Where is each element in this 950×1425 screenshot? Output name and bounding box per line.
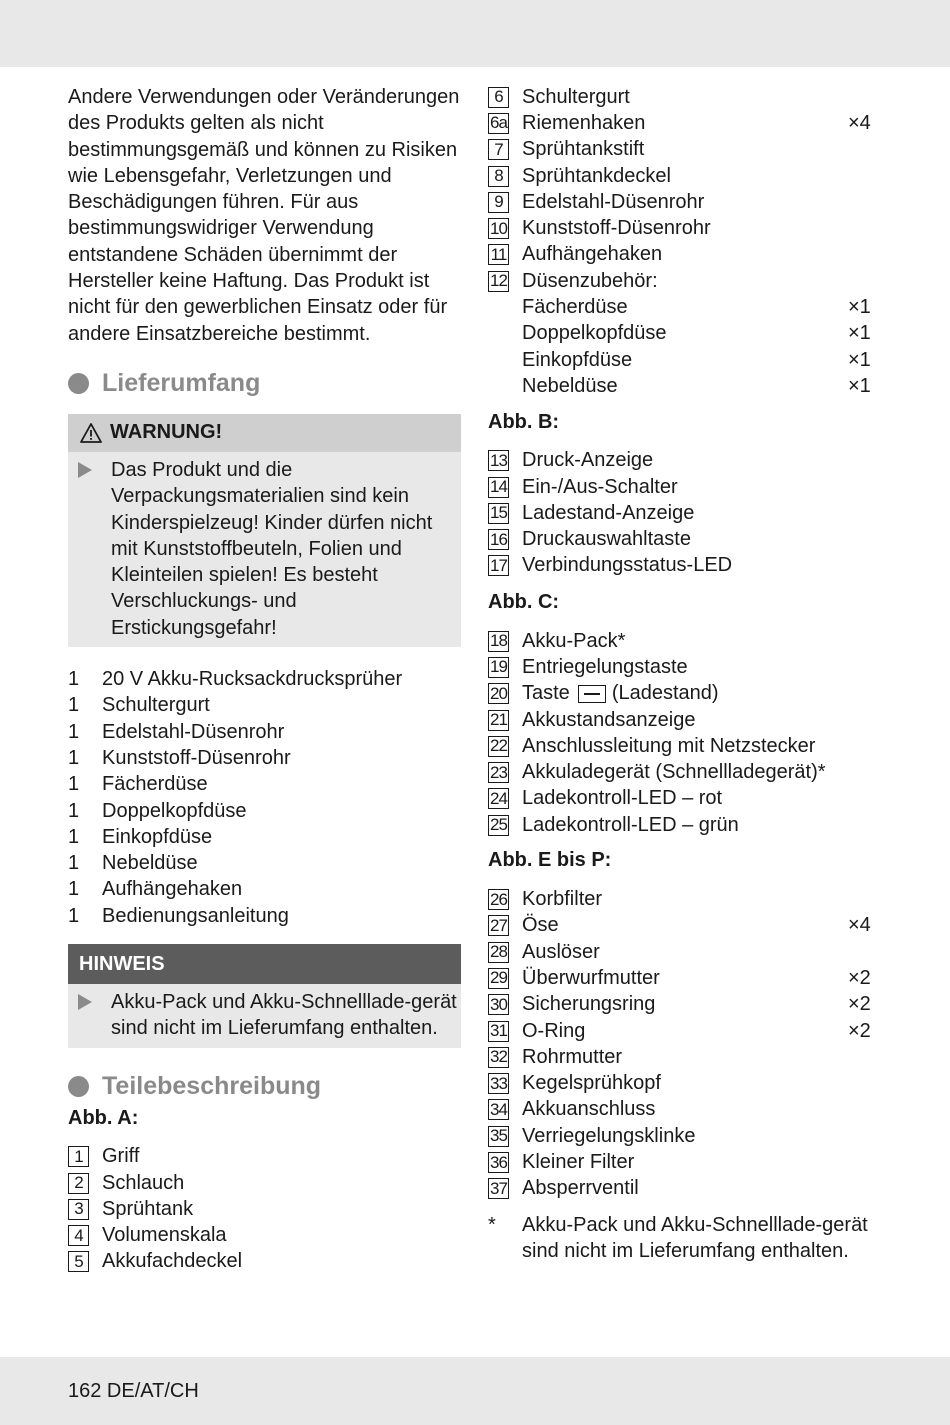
figure-a-label: Abb. A: xyxy=(68,1106,139,1129)
part-number-box: 16 xyxy=(488,529,509,550)
part-label: Akkuanschluss xyxy=(522,1098,656,1121)
part-label: Sprühtankdeckel xyxy=(522,164,671,187)
item-name: Fächerdüse xyxy=(102,773,208,796)
part-label: Schlauch xyxy=(102,1171,185,1194)
part-multiplier: ×2 xyxy=(848,966,871,989)
hint-body xyxy=(68,984,461,1048)
part-label: Verriegelungsklinke xyxy=(522,1124,696,1147)
item-name: Bedienungsanleitung xyxy=(102,904,289,927)
part-row xyxy=(488,137,888,163)
part-number-box: 19 xyxy=(488,657,509,678)
item-name: Schultergurt xyxy=(102,694,210,717)
intro-paragraph: Andere Verwendungen oder Veränderungen des Produkts gelten als nicht bestimmungsgemäß und können zu Risiken wie Lebensgefahr, Verletzungen und Beschädigungen führen. Für aus bestimmungswidriger Verwendung entstandene Schäden übernimmt der Hersteller keine Haftung. Das Produkt ist nicht für den gewerblichen Einsatz oder für andere Einsatzbereiche bestimmt. xyxy=(68,86,460,345)
part-row xyxy=(68,1249,461,1275)
nozzle-multiplier: ×1 xyxy=(848,374,871,397)
list-item xyxy=(68,850,461,876)
nozzle-multiplier: ×1 xyxy=(848,348,871,371)
warning-text: Das Produkt und die Verpackungsmaterialien sind kein Kinderspielzeug! Kinder dürfen nicht mit Kunststoffbeuteln, Folien und Kleinteilen spielen! Es besteht Verschluckungs- und Erstickungsgefahr! xyxy=(111,458,433,639)
item-quantity: 1 xyxy=(68,773,80,796)
part-label: Akkustandsanzeige xyxy=(522,708,696,731)
part-label: Sprühtankstift xyxy=(522,138,645,161)
part-number-box: 20 xyxy=(488,683,509,704)
part-row xyxy=(488,1071,888,1097)
part-number-box: 11 xyxy=(488,244,509,265)
part-number-box: 5 xyxy=(68,1251,89,1272)
part-label: Kunststoff-Düsenrohr xyxy=(522,217,711,240)
list-item xyxy=(68,771,461,797)
part-number-box: 13 xyxy=(488,450,509,471)
warning-title: WARNUNG! xyxy=(110,421,223,444)
footnote xyxy=(488,1212,888,1265)
top-bar xyxy=(0,0,950,67)
part-label: Anschlussleitung mit Netzstecker xyxy=(522,734,816,757)
hint-text: Akku-Pack und Akku-Schnelllade-gerät sind nicht im Lieferumfang enthalten. xyxy=(111,991,457,1040)
item-quantity: 1 xyxy=(68,799,80,822)
part-row xyxy=(488,913,888,939)
warning-triangle-icon xyxy=(80,423,102,443)
part-label: Akkuladegerät (Schnellladegerät)* xyxy=(522,761,826,784)
item-quantity: 1 xyxy=(68,852,80,875)
part-number-box: 32 xyxy=(488,1047,509,1068)
part-label: Düsenzubehör: xyxy=(522,269,658,292)
part-number-box: 24 xyxy=(488,788,509,809)
part-label: Rohrmutter xyxy=(522,1045,623,1068)
part-row xyxy=(68,1170,461,1196)
item-name: 20 V Akku-Rucksackdrucksprüher xyxy=(102,668,403,691)
part-label: Griff xyxy=(102,1145,140,1168)
part-number-box: 26 xyxy=(488,889,509,910)
part-label: Sprühtank xyxy=(102,1197,194,1220)
nozzle-row xyxy=(488,347,888,373)
part-label: Kleiner Filter xyxy=(522,1151,635,1174)
part-number-box: 14 xyxy=(488,477,509,498)
right-column xyxy=(488,84,888,1265)
warning-header xyxy=(68,414,461,452)
part-row xyxy=(68,1196,461,1222)
part-number-box: 12 xyxy=(488,271,509,292)
left-column xyxy=(68,84,461,1275)
part-label: Verbindungsstatus-LED xyxy=(522,554,733,577)
part-number-box: 37 xyxy=(488,1178,509,1199)
scope-list xyxy=(68,666,461,929)
part-row xyxy=(488,992,888,1018)
section-title: Teilebeschreibung xyxy=(102,1071,322,1100)
nozzle-list xyxy=(488,294,888,399)
item-name: Nebeldüse xyxy=(102,852,198,875)
nozzle-row xyxy=(488,294,888,320)
part-label: Volumenskala xyxy=(102,1224,227,1247)
part-row xyxy=(488,786,888,812)
item-name: Edelstahl-Düsenrohr xyxy=(102,720,285,743)
footnote-text: Akku-Pack und Akku-Schnelllade-gerät sind nicht im Lieferumfang enthalten. xyxy=(522,1213,868,1263)
part-label: Ladekontroll-LED – rot xyxy=(522,787,723,810)
parts-list-a-left xyxy=(68,1144,461,1275)
part-row xyxy=(488,189,888,215)
part-number-box: 23 xyxy=(488,762,509,783)
part-number-box: 6a xyxy=(488,113,509,134)
part-number-box: 1 xyxy=(68,1146,89,1167)
part-row xyxy=(488,628,888,654)
figure-c-label: Abb. C: xyxy=(488,591,560,614)
part-row xyxy=(488,242,888,268)
list-item xyxy=(68,876,461,902)
hint-box xyxy=(68,944,461,1048)
part-number-box: 25 xyxy=(488,815,509,836)
part-number-box: 18 xyxy=(488,631,509,652)
part-number-box: 21 xyxy=(488,710,509,731)
part-number-box: 3 xyxy=(68,1199,89,1220)
item-quantity: 1 xyxy=(68,904,80,927)
list-item xyxy=(68,745,461,771)
part-row xyxy=(68,1144,461,1170)
list-item xyxy=(68,798,461,824)
part-label: Akkufachdeckel xyxy=(102,1250,243,1273)
part-row xyxy=(488,110,888,136)
part-label: Taste (Ladestand) xyxy=(522,682,719,705)
part-label: Druck-Anzeige xyxy=(522,449,654,472)
part-row xyxy=(488,553,888,579)
nozzle-label: Doppelkopfdüse xyxy=(522,322,667,345)
figure-e-label: Abb. E bis P: xyxy=(488,849,612,872)
item-name: Kunststoff-Düsenrohr xyxy=(102,746,291,769)
part-label: Ladestand-Anzeige xyxy=(522,501,695,524)
part-number-box: 15 xyxy=(488,503,509,524)
part-number-box: 9 xyxy=(488,192,509,213)
list-item xyxy=(68,903,461,929)
part-row xyxy=(488,707,888,733)
part-row xyxy=(488,526,888,552)
part-label: Schultergurt xyxy=(522,85,630,108)
list-item xyxy=(68,692,461,718)
part-label: Überwurfmutter xyxy=(522,966,660,989)
item-name: Aufhängehaken xyxy=(102,878,243,901)
item-quantity: 1 xyxy=(68,878,80,901)
part-row xyxy=(488,1044,888,1070)
part-label: Ladekontroll-LED – grün xyxy=(522,813,739,836)
part-row xyxy=(488,1149,888,1175)
item-name: Doppelkopfdüse xyxy=(102,799,247,822)
part-number-box: 33 xyxy=(488,1073,509,1094)
part-number-box: 7 xyxy=(488,139,509,160)
part-label: Akku-Pack* xyxy=(522,629,626,652)
section-title: Lieferumfang xyxy=(102,368,261,397)
part-label: Kegelsprühkopf xyxy=(522,1072,661,1095)
nozzle-label: Einkopfdüse xyxy=(522,348,633,371)
part-row xyxy=(488,163,888,189)
part-row xyxy=(488,886,888,912)
part-multiplier: ×2 xyxy=(848,993,871,1016)
part-number-box: 36 xyxy=(488,1152,509,1173)
parts-list-c xyxy=(488,628,888,838)
list-item xyxy=(68,719,461,745)
part-label: Sicherungsring xyxy=(522,993,656,1016)
list-item xyxy=(68,824,461,850)
part-row xyxy=(488,1123,888,1149)
part-multiplier: ×2 xyxy=(848,1019,871,1042)
part-number-box: 30 xyxy=(488,994,509,1015)
part-row xyxy=(488,268,888,294)
part-number-box: 31 xyxy=(488,1021,509,1042)
part-multiplier: ×4 xyxy=(848,111,871,134)
part-row xyxy=(488,215,888,241)
page-footer: 162 DE/AT/CH xyxy=(68,1380,199,1402)
nozzle-multiplier: ×1 xyxy=(848,322,871,345)
footnote-mark: * xyxy=(488,1213,496,1236)
part-row xyxy=(488,760,888,786)
part-label: Riemenhaken xyxy=(522,111,646,134)
part-label: O-Ring xyxy=(522,1019,586,1042)
nozzle-label: Nebeldüse xyxy=(522,374,618,397)
charge-key-icon xyxy=(578,685,606,703)
nozzle-multiplier: ×1 xyxy=(848,296,871,319)
section-heading-lieferumfang xyxy=(68,369,461,398)
part-label: Absperrventil xyxy=(522,1177,639,1200)
item-quantity: 1 xyxy=(68,746,80,769)
part-label: Korbfilter xyxy=(522,888,603,911)
part-row xyxy=(488,1097,888,1123)
bullet-dot-icon xyxy=(68,1076,89,1097)
part-row xyxy=(488,1018,888,1044)
nozzle-label: Fächerdüse xyxy=(522,296,628,319)
part-label: Aufhängehaken xyxy=(522,243,663,266)
list-item xyxy=(68,666,461,692)
part-row xyxy=(488,500,888,526)
part-number-box: 22 xyxy=(488,736,509,757)
section-heading-teilebeschreibung xyxy=(68,1072,461,1101)
part-label: Druckauswahltaste xyxy=(522,528,691,551)
part-number-box: 10 xyxy=(488,218,509,239)
part-number-box: 27 xyxy=(488,915,509,936)
part-row xyxy=(488,84,888,110)
part-number-box: 2 xyxy=(68,1173,89,1194)
part-number-box: 28 xyxy=(488,942,509,963)
part-label: Entriegelungstaste xyxy=(522,655,688,678)
nozzle-row xyxy=(488,373,888,399)
part-number-box: 6 xyxy=(488,87,509,108)
part-number-box: 4 xyxy=(68,1225,89,1246)
hint-header: HINWEIS xyxy=(68,944,461,984)
arrow-bullet-icon xyxy=(78,994,92,1010)
arrow-bullet-icon xyxy=(78,462,92,478)
part-label: Ein-/Aus-Schalter xyxy=(522,475,678,498)
part-number-box: 8 xyxy=(488,166,509,187)
bullet-dot-icon xyxy=(68,373,89,394)
parts-list-b xyxy=(488,448,888,579)
part-row xyxy=(488,474,888,500)
part-number-box: 35 xyxy=(488,1126,509,1147)
part-number-box: 17 xyxy=(488,555,509,576)
figure-b-label: Abb. B: xyxy=(488,410,560,433)
item-quantity: 1 xyxy=(68,668,80,691)
part-row xyxy=(68,1223,461,1249)
item-name: Einkopfdüse xyxy=(102,825,213,848)
item-quantity: 1 xyxy=(68,825,80,848)
part-row xyxy=(488,965,888,991)
parts-list-e xyxy=(488,886,888,1202)
part-label: Edelstahl-Düsenrohr xyxy=(522,190,705,213)
nozzle-row xyxy=(488,321,888,347)
part-row xyxy=(488,448,888,474)
part-row xyxy=(488,733,888,759)
part-number-box: 34 xyxy=(488,1099,509,1120)
part-multiplier: ×4 xyxy=(848,914,871,937)
part-row xyxy=(488,681,888,707)
part-row xyxy=(488,812,888,838)
part-row xyxy=(488,654,888,680)
warning-box xyxy=(68,414,461,647)
part-number-box: 29 xyxy=(488,968,509,989)
part-row xyxy=(488,1176,888,1202)
part-row xyxy=(488,939,888,965)
warning-body xyxy=(68,452,461,647)
item-quantity: 1 xyxy=(68,694,80,717)
part-label: Auslöser xyxy=(522,940,600,963)
parts-list-a-right xyxy=(488,84,888,294)
item-quantity: 1 xyxy=(68,720,80,743)
part-label: Öse xyxy=(522,914,559,937)
